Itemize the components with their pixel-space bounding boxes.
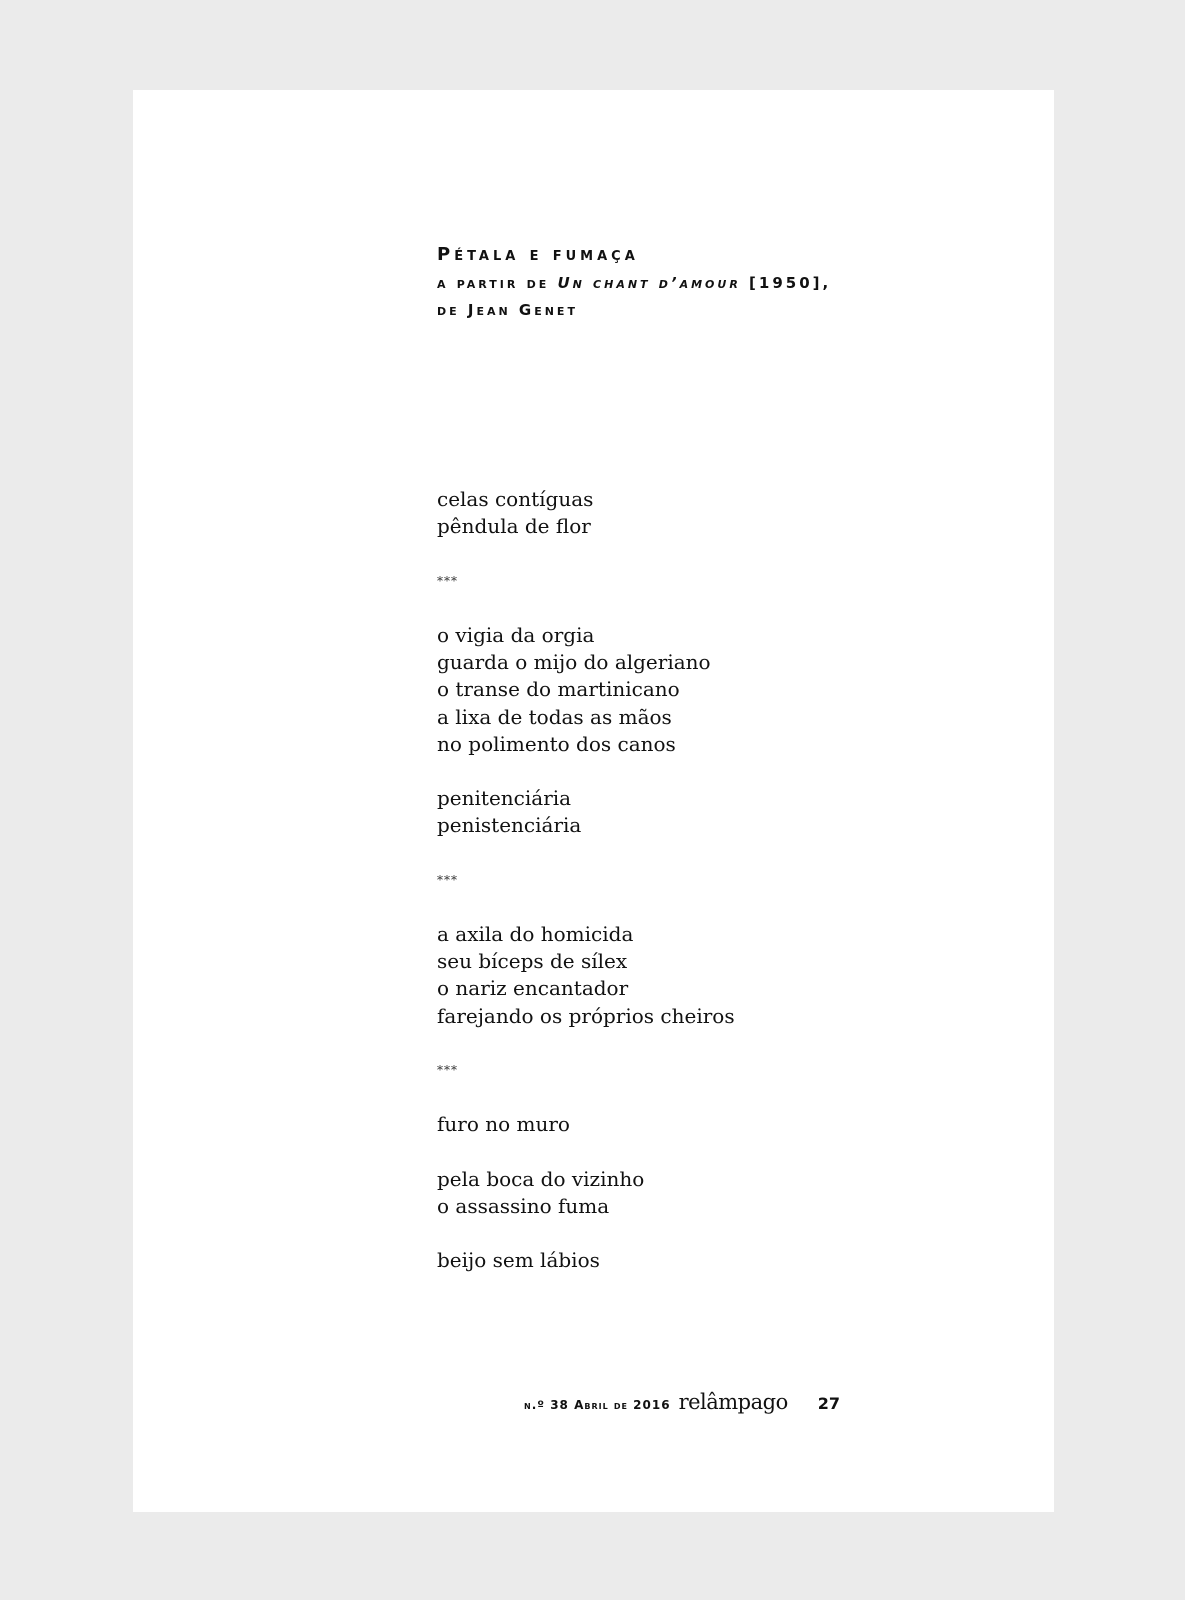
poem-line: a lixa de todas as mãos <box>437 704 672 729</box>
stanza <box>437 486 735 540</box>
poem-line: a axila do homicida <box>437 922 634 946</box>
poem-line: o nariz encantador <box>437 976 629 1001</box>
page-footer <box>524 1390 840 1414</box>
stanza <box>437 622 735 758</box>
stanza-gap <box>437 1030 735 1057</box>
poem-line: farejando os próprios cheiros <box>437 1003 735 1028</box>
poem-heading <box>437 240 831 324</box>
poem-line: beijo sem lábios <box>437 1248 600 1273</box>
poem-subtitle <box>437 270 831 297</box>
poem-line: celas contíguas <box>437 487 594 511</box>
poem-line: pêndula de flor <box>437 514 591 539</box>
poem-line: o transe do martinicano <box>437 677 680 702</box>
magazine-logo: relâmpago <box>678 1390 788 1414</box>
stanza-gap <box>437 839 735 866</box>
poem-line: seu bíceps de sílex <box>437 949 628 974</box>
stanza-separator: *** <box>437 573 458 588</box>
poem-line: o assassino fuma <box>437 1193 610 1218</box>
stanza-gap <box>437 894 735 921</box>
stanza <box>437 921 735 1030</box>
poem-title: Pétala e fumaça <box>437 244 639 265</box>
subtitle-suffix: [1950], <box>740 274 832 292</box>
stanza <box>437 1166 735 1220</box>
subtitle-prefix: a partir de <box>437 274 558 292</box>
stanza-gap <box>437 595 735 622</box>
stanza <box>437 785 735 839</box>
poem-line: o vigia da orgia <box>437 622 595 647</box>
poem-line: penitenciária <box>437 786 572 811</box>
poem-line: furo no muro <box>437 1112 570 1137</box>
issue-info: n.º 38 Abril de 2016 <box>524 1398 671 1412</box>
poem-line: penistenciária <box>437 813 582 838</box>
stanza <box>437 1111 735 1138</box>
stanza-separator: *** <box>437 1062 458 1077</box>
poem-line: no polimento dos canos <box>437 731 676 756</box>
subtitle-work: Un chant d’amour <box>557 274 741 292</box>
poem-line: pela boca do vizinho <box>437 1166 645 1191</box>
poem-line: guarda o mijo do algeriano <box>437 650 711 675</box>
page-number: 27 <box>817 1394 840 1413</box>
poem-body <box>437 486 735 1274</box>
stanza <box>437 1247 735 1274</box>
poem-author-line: de Jean Genet <box>437 301 578 319</box>
stanza-gap <box>437 1139 735 1166</box>
stanza-gap <box>437 540 735 567</box>
stanza-gap <box>437 1084 735 1111</box>
stanza-separator: *** <box>437 872 458 887</box>
stanza-gap <box>437 758 735 785</box>
stanza-gap <box>437 1220 735 1247</box>
